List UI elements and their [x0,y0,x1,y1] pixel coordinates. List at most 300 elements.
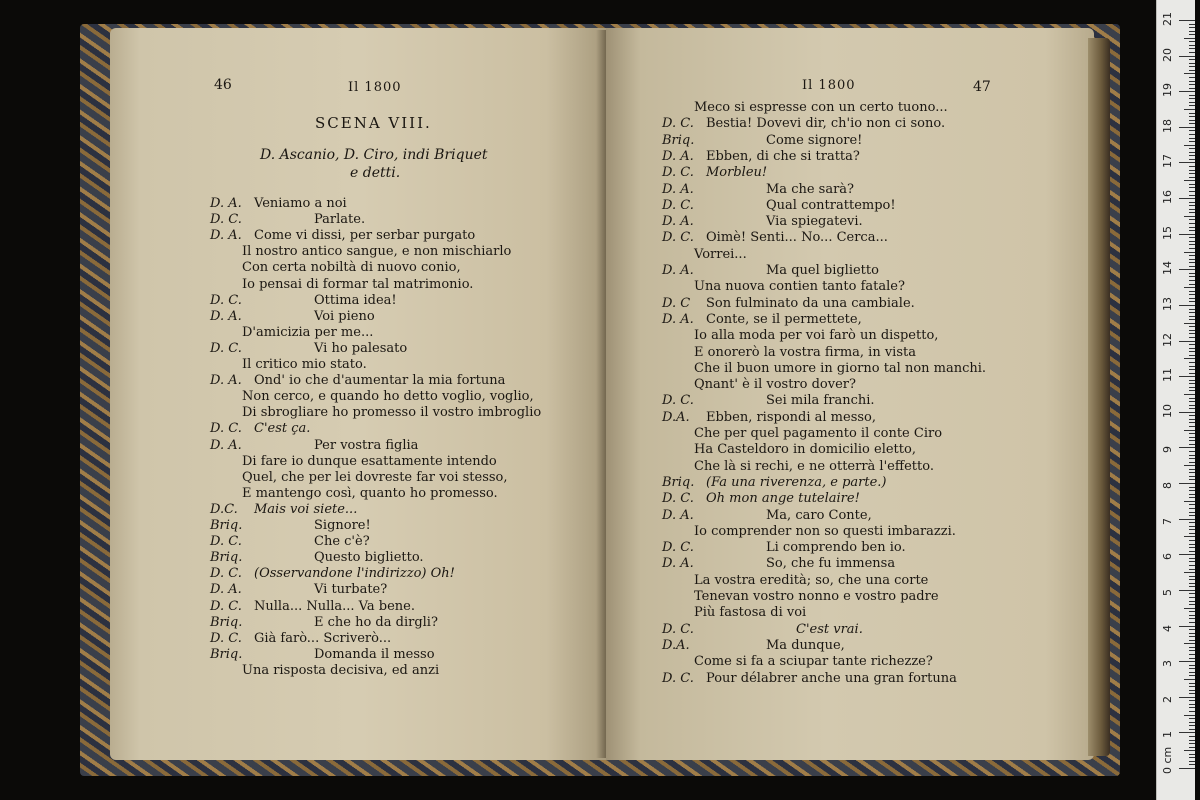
ruler-minor-tick [1189,284,1195,285]
ruler-minor-tick [1189,561,1195,562]
ruler-minor-tick [1189,70,1195,71]
ruler-minor-tick [1189,455,1195,456]
speaker-label: D. C. [210,212,242,228]
ruler-minor-tick [1189,668,1195,669]
dialogue-line: Pour délabrer anche una gran fortuna [706,670,957,686]
ruler-major-tick [1179,519,1195,520]
ruler-label: 8 [1161,482,1174,490]
dialogue-line: Come vi dissi, per serbar purgato [254,228,476,244]
dialogue-line: Conte, se il permettete, [706,311,862,327]
ruler-minor-tick [1189,636,1195,637]
dialogue-line: Io alla moda per voi farò un dispetto, [694,328,939,344]
ruler-minor-tick [1189,155,1195,156]
speaker-label: D. A. [662,507,694,523]
ruler-minor-tick [1189,330,1195,331]
scale-ruler [1156,0,1195,800]
ruler-minor-tick [1189,569,1195,570]
dialogue-line: C'est vrai. [796,621,863,637]
ruler-minor-tick [1189,173,1195,174]
ruler-minor-tick [1189,209,1195,210]
speaker-label: D. C. [210,630,242,646]
ruler-minor-tick [1189,48,1195,49]
ruler-minor-tick [1189,244,1195,245]
ruler-minor-tick [1189,191,1195,192]
ruler-minor-tick [1189,383,1195,384]
dialogue-line: Qual contrattempo! [766,197,896,213]
ruler-minor-tick [1189,141,1195,142]
ruler-minor-tick [1189,255,1195,256]
ruler-label: 10 [1161,403,1174,418]
ruler-minor-tick [1189,665,1195,666]
dialogue-line: Il critico mio stato. [242,357,367,372]
ruler-minor-tick [1184,358,1195,359]
ruler-major-tick [1179,91,1195,92]
dialogue-line: Per vostra figlia [314,437,419,453]
left-running-head: Il 1800 [348,80,402,95]
ruler-minor-tick [1189,248,1195,249]
ruler-minor-tick [1189,326,1195,327]
ruler-minor-tick [1189,387,1195,388]
ruler-minor-tick [1189,422,1195,423]
dialogue-line: Tenevan vostro nonno e vostro padre [694,589,939,604]
ruler-minor-tick [1189,309,1195,310]
ruler-minor-tick [1184,252,1195,253]
ruler-minor-tick [1189,650,1195,651]
ruler-minor-tick [1184,394,1195,395]
ruler-minor-tick [1189,373,1195,374]
ruler-minor-tick [1189,711,1195,712]
ruler-minor-tick [1189,312,1195,313]
speaker-label: Briq. [662,474,695,490]
ruler-minor-tick [1189,533,1195,534]
ruler-minor-tick [1189,52,1195,53]
speaker-label: D. A. [210,196,242,211]
page-block-edge [1088,38,1110,756]
ruler-label: 3 [1161,660,1174,668]
ruler-minor-tick [1189,230,1195,231]
ruler-minor-tick [1189,540,1195,541]
ruler-minor-tick [1189,95,1195,96]
ruler-label: 19 [1161,83,1174,98]
speaker-label: D. C. [662,393,694,409]
ruler-minor-tick [1189,754,1195,755]
ruler-minor-tick [1189,761,1195,762]
dialogue-line: Domanda il messo [314,646,435,662]
ruler-minor-tick [1189,159,1195,160]
ruler-major-tick [1179,198,1195,199]
dialogue-line: Ma dunque, [766,637,845,653]
ruler-minor-tick [1189,586,1195,587]
ruler-minor-tick [1189,469,1195,470]
ruler-minor-tick [1189,27,1195,28]
dialogue-line: C'est ça. [254,421,311,437]
ruler-minor-tick [1189,757,1195,758]
dialogue-line: Veniamo a noi [254,196,347,211]
ruler-minor-tick [1189,116,1195,117]
speaker-label: D. A. [210,582,242,598]
ruler-minor-tick [1189,348,1195,349]
ruler-minor-tick [1189,487,1195,488]
ruler-minor-tick [1189,24,1195,25]
ruler-minor-tick [1189,508,1195,509]
dialogue-line: Come signore! [766,132,863,148]
dialogue-line: La vostra eredità; so, che una corte [694,572,929,588]
ruler-minor-tick [1189,690,1195,691]
ruler-minor-tick [1189,593,1195,594]
speaker-label: D. C. [662,540,694,556]
ruler-minor-tick [1184,430,1195,431]
ruler-minor-tick [1189,494,1195,495]
ruler-minor-tick [1184,501,1195,502]
dialogue-line: Ma, caro Conte, [766,507,872,523]
ruler-minor-tick [1189,120,1195,121]
speaker-label: D. A. [662,556,694,572]
ruler-major-tick [1179,554,1195,555]
ruler-minor-tick [1184,180,1195,181]
ruler-minor-tick [1184,109,1195,110]
ruler-minor-tick [1189,544,1195,545]
speaker-label: D. C. [210,340,242,356]
ruler-major-tick [1179,376,1195,377]
dialogue-line: Li comprendo ben io. [766,540,906,556]
dialogue-line: E mantengo così, quanto ho promesso. [242,485,498,501]
dialogue-line: (Osservandone l'indirizzo) Oh! [254,566,455,582]
ruler-minor-tick [1184,465,1195,466]
ruler-minor-tick [1189,419,1195,420]
dialogue-line: Voi pieno [314,308,375,324]
ruler-minor-tick [1189,647,1195,648]
ruler-minor-tick [1184,679,1195,680]
dialogue-line: Meco si espresse con un certo tuono... [694,100,948,115]
ruler-minor-tick [1189,462,1195,463]
ruler-minor-tick [1189,743,1195,744]
speaker-label: D. C. [662,197,694,213]
speaker-label: D. C. [662,491,694,507]
ruler-minor-tick [1189,415,1195,416]
speaker-label: Briq. [210,518,243,533]
speaker-label: D. C. [662,165,694,181]
ruler-major-tick [1179,127,1195,128]
ruler-minor-tick [1189,654,1195,655]
dialogue-line: E onorerò la vostra firma, in vista [694,344,916,360]
speaker-label: D. C. [210,292,242,308]
ruler-minor-tick [1189,301,1195,302]
ruler-minor-tick [1189,380,1195,381]
ruler-minor-tick [1189,579,1195,580]
dialogue-line: Parlate. [314,212,366,228]
ruler-minor-tick [1189,476,1195,477]
ruler-minor-tick [1189,497,1195,498]
ruler-minor-tick [1189,672,1195,673]
ruler-minor-tick [1189,113,1195,114]
ruler-minor-tick [1189,512,1195,513]
characters-line-2: e detti. [350,165,401,181]
ruler-minor-tick [1189,718,1195,719]
ruler-minor-tick [1189,294,1195,295]
speaker-label: D. A. [210,437,242,453]
speaker-label: D.C. [210,501,238,517]
ruler-minor-tick [1189,298,1195,299]
ruler-minor-tick [1189,551,1195,552]
ruler-major-tick [1179,234,1195,235]
dialogue-line: Ha Casteldoro in domicilio eletto, [694,442,916,458]
speaker-label: Briq. [210,646,243,662]
speaker-label: D. C. [210,566,242,582]
ruler-minor-tick [1189,729,1195,730]
ruler-minor-tick [1189,704,1195,705]
ruler-minor-tick [1189,451,1195,452]
ruler-major-tick [1179,20,1195,21]
speaker-label: D.A. [662,637,690,653]
ruler-minor-tick [1189,369,1195,370]
dialogue-line: Qnant' è il vostro dover? [694,377,856,393]
ruler-minor-tick [1189,658,1195,659]
ruler-minor-tick [1189,472,1195,473]
ruler-minor-tick [1189,241,1195,242]
ruler-minor-tick [1189,177,1195,178]
ruler-minor-tick [1189,597,1195,598]
ruler-minor-tick [1189,291,1195,292]
speaker-label: D.A. [662,409,690,425]
ruler-minor-tick [1189,84,1195,85]
ruler-label: 1 [1161,731,1174,739]
speaker-label: D. C [662,295,691,311]
dialogue-line: Non cerco, e quando ho detto voglio, voglio, [242,389,534,405]
dialogue-line: Ottima idea! [314,292,397,308]
ruler-minor-tick [1189,675,1195,676]
ruler-minor-tick [1189,66,1195,67]
dialogue-line: Mais voi siete... [254,501,358,517]
ruler-minor-tick [1189,444,1195,445]
ruler-minor-tick [1189,98,1195,99]
speaker-label: D. C. [210,598,242,614]
ruler-label: 9 [1161,446,1174,454]
ruler-major-tick [1179,590,1195,591]
dialogue-line: Che il buon umore in giorno tal non manchi. [694,360,987,376]
ruler-minor-tick [1189,618,1195,619]
ruler-minor-tick [1189,166,1195,167]
ruler-minor-tick [1189,333,1195,334]
ruler-minor-tick [1184,145,1195,146]
ruler-major-tick [1179,447,1195,448]
speaker-label: D. A. [210,373,242,389]
ruler-minor-tick [1189,105,1195,106]
ruler-minor-tick [1189,490,1195,491]
speaker-label: D. A. [662,263,694,278]
right-page-number: 47 [973,79,991,95]
ruler-label: 15 [1161,225,1174,240]
ruler-minor-tick [1189,212,1195,213]
ruler-minor-tick [1184,715,1195,716]
right-page [606,28,1094,760]
speaker-label: D. C. [662,621,694,637]
speaker-label: D. A. [662,214,694,230]
ruler-label: 14 [1161,261,1174,276]
ruler-minor-tick [1189,683,1195,684]
speaker-label: Briq. [662,132,695,148]
ruler-minor-tick [1189,437,1195,438]
ruler-minor-tick [1189,622,1195,623]
ruler-minor-tick [1189,355,1195,356]
dialogue-line: Che là si rechi, e ne otterrà l'effetto. [694,458,934,474]
dialogue-line: Di fare io dunque esattamente intendo [242,453,497,469]
dialogue-line: Vorrei... [694,246,747,262]
ruler-minor-tick [1189,219,1195,220]
ruler-minor-tick [1189,337,1195,338]
speaker-label: D. C. [662,230,694,246]
ruler-minor-tick [1189,426,1195,427]
dialogue-line: Oimè! Senti... No... Cerca... [706,230,888,246]
ruler-minor-tick [1189,266,1195,267]
ruler-minor-tick [1184,216,1195,217]
ruler-minor-tick [1189,576,1195,577]
characters-line-1: D. Ascanio, D. Ciro, indi Briquet [260,147,488,163]
dialogue-line: So, che fu immensa [766,556,896,572]
dialogue-line: Ond' io che d'aumentar la mia fortuna [254,373,506,389]
left-page-number: 46 [214,77,232,93]
speaker-label: D. A. [210,308,242,324]
ruler-minor-tick [1184,323,1195,324]
ruler-minor-tick [1189,686,1195,687]
ruler-major-tick [1179,697,1195,698]
dialogue-line: Che c'è? [314,534,370,550]
ruler-minor-tick [1189,59,1195,60]
dialogue-line: Ebben, rispondi al messo, [706,409,877,425]
ruler-major-tick [1179,341,1195,342]
ruler-minor-tick [1189,529,1195,530]
ruler-minor-tick [1189,77,1195,78]
dialogue-line: Ebben, di che si tratta? [706,148,860,164]
ruler-major-tick [1179,483,1195,484]
dialogue-line: E che ho da dirgli? [314,614,438,630]
ruler-minor-tick [1189,611,1195,612]
ruler-major-tick [1179,661,1195,662]
dialogue-line: Una nuova contien tanto fatale? [694,279,905,295]
ruler-minor-tick [1189,747,1195,748]
speaker-label: D. C. [210,534,242,550]
ruler-minor-tick [1189,693,1195,694]
ruler-minor-tick [1189,148,1195,149]
ruler-minor-tick [1189,522,1195,523]
ruler-minor-tick [1189,170,1195,171]
ruler-minor-tick [1184,572,1195,573]
ruler-minor-tick [1189,633,1195,634]
ruler-label: 18 [1161,118,1174,133]
ruler-major-tick [1179,732,1195,733]
ruler-minor-tick [1189,440,1195,441]
ruler-minor-tick [1189,134,1195,135]
speaker-label: D. A. [662,148,694,164]
dialogue-line: Bestia! Dovevi dir, ch'io non ci sono. [706,116,946,132]
ruler-major-tick [1179,269,1195,270]
ruler-minor-tick [1189,273,1195,274]
ruler-label: 0 cm [1161,746,1174,774]
ruler-minor-tick [1189,63,1195,64]
dialogue-line: Via spiegatevi. [766,214,863,230]
ruler-minor-tick [1189,187,1195,188]
ruler-minor-tick [1189,433,1195,434]
ruler-major-tick [1179,56,1195,57]
ruler-minor-tick [1189,138,1195,139]
ruler-label: 6 [1161,553,1174,561]
ruler-minor-tick [1184,608,1195,609]
ruler-label: 13 [1161,296,1174,311]
ruler-minor-tick [1189,259,1195,260]
dialogue-line: Di sbrogliare ho promesso il vostro imbroglio [242,405,542,421]
ruler-minor-tick [1189,725,1195,726]
ruler-minor-tick [1184,643,1195,644]
ruler-label: 20 [1161,47,1174,62]
dialogue-line: Con certa nobiltà di nuovo conio, [242,260,461,276]
ruler-major-tick [1179,162,1195,163]
dialogue-line: Sei mila franchi. [766,393,875,409]
ruler-label: 2 [1161,695,1174,703]
ruler-minor-tick [1189,262,1195,263]
ruler-minor-tick [1189,458,1195,459]
ruler-minor-tick [1189,223,1195,224]
ruler-minor-tick [1189,362,1195,363]
ruler-minor-tick [1189,640,1195,641]
ruler-minor-tick [1189,707,1195,708]
ruler-minor-tick [1189,319,1195,320]
ruler-minor-tick [1189,583,1195,584]
speaker-label: Briq. [210,614,243,630]
speaker-label: Briq. [210,550,243,566]
ruler-minor-tick [1189,740,1195,741]
ruler-minor-tick [1189,237,1195,238]
ruler-minor-tick [1189,398,1195,399]
dialogue-line: Ma quel biglietto [766,263,879,278]
ruler-minor-tick [1189,764,1195,765]
ruler-minor-tick [1189,558,1195,559]
ruler-minor-tick [1189,401,1195,402]
ruler-minor-tick [1189,526,1195,527]
ruler-minor-tick [1189,88,1195,89]
speaker-label: D. A. [662,181,694,197]
ruler-minor-tick [1189,408,1195,409]
ruler-minor-tick [1189,700,1195,701]
ruler-minor-tick [1189,276,1195,277]
ruler-label: 17 [1161,154,1174,169]
left-page [110,28,606,760]
ruler-minor-tick [1189,123,1195,124]
dialogue-line: Nulla... Nulla... Va bene. [254,598,415,614]
ruler-minor-tick [1189,547,1195,548]
ruler-minor-tick [1184,750,1195,751]
dialogue-line: Son fulminato da una cambiale. [706,295,915,311]
dialogue-line: Vi ho palesato [314,340,408,356]
ruler-minor-tick [1189,565,1195,566]
ruler-minor-tick [1189,351,1195,352]
ruler-minor-tick [1184,38,1195,39]
ruler-label: 12 [1161,332,1174,347]
ruler-minor-tick [1189,130,1195,131]
ruler-minor-tick [1189,316,1195,317]
dialogue-line: D'amicizia per me... [242,324,374,340]
dialogue-line: Oh mon ange tutelaire! [706,491,860,507]
speaker-label: D. C. [662,670,694,686]
ruler-major-tick [1179,768,1195,769]
ruler-minor-tick [1184,287,1195,288]
dialogue-line: Morbleu! [706,165,768,181]
ruler-minor-tick [1189,344,1195,345]
ruler-label: 16 [1161,190,1174,205]
ruler-minor-tick [1184,73,1195,74]
ruler-label: 7 [1161,517,1174,525]
ruler-minor-tick [1189,504,1195,505]
ruler-minor-tick [1189,45,1195,46]
ruler-major-tick [1179,305,1195,306]
